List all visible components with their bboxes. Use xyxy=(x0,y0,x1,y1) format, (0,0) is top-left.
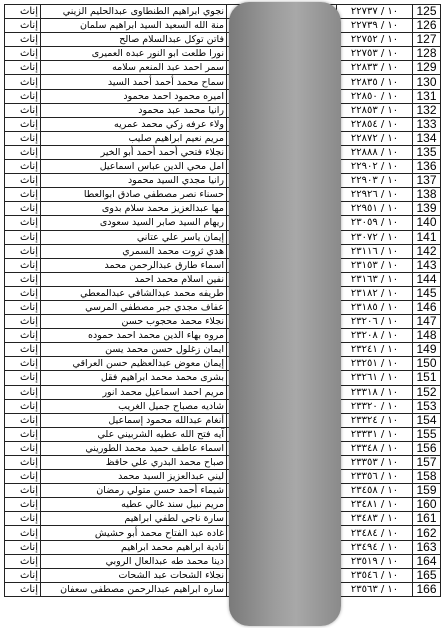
code-cell: ١٠ / ٢٣١٨٥ xyxy=(337,300,413,314)
row-number-cell: 164 xyxy=(413,554,441,568)
table-row xyxy=(5,526,441,540)
row-number-cell: 138 xyxy=(413,188,441,202)
name-cell: نجلاء محمد محجوب حسن xyxy=(41,315,227,329)
name-cell: سماح محمد أحمد أحمد السيد xyxy=(41,75,227,89)
gender-cell: إناث xyxy=(5,470,41,484)
gender-cell: إناث xyxy=(5,300,41,314)
gender-cell: إناث xyxy=(5,117,41,131)
row-number-cell: 157 xyxy=(413,456,441,470)
gender-cell: إناث xyxy=(5,5,41,19)
row-number-cell: 128 xyxy=(413,47,441,61)
row-number-cell: 135 xyxy=(413,145,441,159)
table-row xyxy=(5,75,441,89)
row-number-cell: 142 xyxy=(413,244,441,258)
gender-cell: إناث xyxy=(5,103,41,117)
table-row xyxy=(5,470,441,484)
row-number-cell: 150 xyxy=(413,357,441,371)
code-cell: ١٠ / ٢٣٣٢٤ xyxy=(337,413,413,427)
gender-cell: إناث xyxy=(5,441,41,455)
gender-cell: إناث xyxy=(5,160,41,174)
code-cell: ١٠ / ٢٣٥٦٣ xyxy=(337,582,413,596)
gender-cell: إناث xyxy=(5,329,41,343)
gender-cell: إناث xyxy=(5,498,41,512)
gender-cell: إناث xyxy=(5,526,41,540)
code-cell: ١٠ / ٢٢٩٠٣ xyxy=(337,174,413,188)
name-cell: حسناء نصر مصطفي صادق ابوالعطا xyxy=(41,188,227,202)
code-cell: ١٠ / ٢٣٤٥٨ xyxy=(337,484,413,498)
code-cell: ١٠ / ٢٢٨٥٣ xyxy=(337,103,413,117)
name-cell: بشرى محمد محمد ابراهيم فقل xyxy=(41,371,227,385)
row-number-cell: 146 xyxy=(413,300,441,314)
gender-cell: إناث xyxy=(5,230,41,244)
row-number-cell: 134 xyxy=(413,131,441,145)
name-cell: مريم نعيم ابراهيم صليب xyxy=(41,131,227,145)
table-row xyxy=(5,160,441,174)
roster-table xyxy=(4,4,441,597)
name-cell: شاديه مصباح جميل الغريب xyxy=(41,399,227,413)
code-cell: ١٠ / ٢٣١١٦ xyxy=(337,244,413,258)
row-number-cell: 133 xyxy=(413,117,441,131)
name-cell: إيمان معوض عبدالعظيم حسن العراقي xyxy=(41,357,227,371)
code-cell: ١٠ / ٢٣٣١٨ xyxy=(337,385,413,399)
row-number-cell: 126 xyxy=(413,19,441,33)
gender-cell: إناث xyxy=(5,385,41,399)
code-cell: ١٠ / ٢٢٩٢٦ xyxy=(337,188,413,202)
table-row xyxy=(5,512,441,526)
table-row xyxy=(5,371,441,385)
gender-cell: إناث xyxy=(5,315,41,329)
row-number-cell: 129 xyxy=(413,61,441,75)
table-row xyxy=(5,286,441,300)
row-number-cell: 154 xyxy=(413,413,441,427)
name-cell: مريم احمد اسماعيل محمد انور xyxy=(41,385,227,399)
gender-cell: إناث xyxy=(5,47,41,61)
roster-rows xyxy=(5,5,441,597)
row-number-cell: 125 xyxy=(413,5,441,19)
row-number-cell: 162 xyxy=(413,526,441,540)
row-number-cell: 136 xyxy=(413,160,441,174)
table-row xyxy=(5,61,441,75)
table-row xyxy=(5,343,441,357)
table-row xyxy=(5,5,441,19)
gender-cell: إناث xyxy=(5,258,41,272)
name-cell: اسماء عاطف حميد محمد الطوريني xyxy=(41,441,227,455)
table-row xyxy=(5,117,441,131)
gender-cell: إناث xyxy=(5,131,41,145)
name-cell: ريهام السيد صابر السيد سعودى xyxy=(41,216,227,230)
row-number-cell: 149 xyxy=(413,343,441,357)
code-cell: ١٠ / ٢٢٩٠٢ xyxy=(337,160,413,174)
row-number-cell: 143 xyxy=(413,258,441,272)
row-number-cell: 132 xyxy=(413,103,441,117)
name-cell: رانيا محمد عبد محمود xyxy=(41,103,227,117)
row-number-cell: 161 xyxy=(413,512,441,526)
gender-cell: إناث xyxy=(5,19,41,33)
code-cell: ١٠ / ٢٣١٦٣ xyxy=(337,272,413,286)
code-cell: ١٠ / ٢٣٤٨٣ xyxy=(337,512,413,526)
table-row xyxy=(5,272,441,286)
table-row xyxy=(5,300,441,314)
code-cell: ١٠ / ٢٣٣٥٦ xyxy=(337,470,413,484)
row-number-cell: 163 xyxy=(413,540,441,554)
name-cell: سمر احمد عبد المنعم سلامه xyxy=(41,61,227,75)
code-cell: ١٠ / ٢٣٤٨١ xyxy=(337,498,413,512)
code-cell: ١٠ / ٢٢٨٨٨ xyxy=(337,145,413,159)
code-cell: ١٠ / ٢٣٣٣١ xyxy=(337,427,413,441)
redaction-bar xyxy=(229,2,341,626)
table-row xyxy=(5,498,441,512)
table-row xyxy=(5,582,441,596)
gender-cell: إناث xyxy=(5,286,41,300)
row-number-cell: 158 xyxy=(413,470,441,484)
code-cell: ١٠ / ٢٢٧٥٣ xyxy=(337,47,413,61)
name-cell: أنغام عبدالله محمود إسماعيل xyxy=(41,413,227,427)
code-cell: ١٠ / ٢٣٢٦١ xyxy=(337,371,413,385)
gender-cell: إناث xyxy=(5,343,41,357)
code-cell: ١٠ / ٢٣٤٩٤ xyxy=(337,540,413,554)
code-cell: ١٠ / ٢٣٢٠٨ xyxy=(337,329,413,343)
code-cell: ١٠ / ٢٣٤٨٤ xyxy=(337,526,413,540)
name-cell: إيمان ياسر علي عتاني xyxy=(41,230,227,244)
row-number-cell: 160 xyxy=(413,498,441,512)
table-row xyxy=(5,33,441,47)
code-cell: ١٠ / ٢٣١٨٢ xyxy=(337,286,413,300)
table-row xyxy=(5,568,441,582)
row-number-cell: 165 xyxy=(413,568,441,582)
table-row xyxy=(5,244,441,258)
gender-cell: إناث xyxy=(5,216,41,230)
code-cell: ١٠ / ٢٣٣٤٨ xyxy=(337,441,413,455)
name-cell: نفين اسلام محمد احمد xyxy=(41,272,227,286)
table-row xyxy=(5,315,441,329)
table-row xyxy=(5,456,441,470)
table-row xyxy=(5,540,441,554)
name-cell: نجلاء فتحي أحمد أحمد أبو الخير xyxy=(41,145,227,159)
name-cell: رانيا مجدي السيد محمود xyxy=(41,174,227,188)
code-cell: ١٠ / ٢٢٨٧٢ xyxy=(337,131,413,145)
table-row xyxy=(5,89,441,103)
row-number-cell: 166 xyxy=(413,582,441,596)
code-cell: ١٠ / ٢٢٨٥٠ xyxy=(337,89,413,103)
table-row xyxy=(5,174,441,188)
row-number-cell: 140 xyxy=(413,216,441,230)
gender-cell: إناث xyxy=(5,484,41,498)
gender-cell: إناث xyxy=(5,413,41,427)
name-cell: ولاء عرفه زكي محمد عمريه xyxy=(41,117,227,131)
code-cell: ١٠ / ٢٣١٥٣ xyxy=(337,258,413,272)
table-row xyxy=(5,19,441,33)
code-cell: ١٠ / ٢٢٨٣٥ xyxy=(337,75,413,89)
gender-cell: إناث xyxy=(5,512,41,526)
name-cell: آيه فتح الله عطيه الشربيني علي xyxy=(41,427,227,441)
name-cell: نادية ابراهيم محمد ابراهيم xyxy=(41,540,227,554)
row-number-cell: 130 xyxy=(413,75,441,89)
name-cell: دينا محمد طه عبدالعال الروبي xyxy=(41,554,227,568)
gender-cell: إناث xyxy=(5,188,41,202)
table-row xyxy=(5,484,441,498)
row-number-cell: 148 xyxy=(413,329,441,343)
gender-cell: إناث xyxy=(5,399,41,413)
name-cell: طريفه محمد عبدالشافي عبدالمعطي xyxy=(41,286,227,300)
gender-cell: إناث xyxy=(5,244,41,258)
table-row xyxy=(5,145,441,159)
gender-cell: إناث xyxy=(5,33,41,47)
gender-cell: إناث xyxy=(5,568,41,582)
name-cell: ساره ابراهيم عبدالرحمن مصطفى سعفان xyxy=(41,582,227,596)
code-cell: ١٠ / ٢٢٨٥٤ xyxy=(337,117,413,131)
row-number-cell: 141 xyxy=(413,230,441,244)
name-cell: مروه بهاء الدين محمد احمد حموده xyxy=(41,329,227,343)
gender-cell: إناث xyxy=(5,554,41,568)
row-number-cell: 156 xyxy=(413,441,441,455)
name-cell: فاتن توكل عبدالسلام صالح xyxy=(41,33,227,47)
row-number-cell: 151 xyxy=(413,371,441,385)
table-row xyxy=(5,258,441,272)
table-row xyxy=(5,202,441,216)
table-row xyxy=(5,441,441,455)
gender-cell: إناث xyxy=(5,357,41,371)
name-cell: عفاف مجدي جبر مصطفي المرسي xyxy=(41,300,227,314)
name-cell: سارة ناجي لطفي ابراهيم xyxy=(41,512,227,526)
row-number-cell: 153 xyxy=(413,399,441,413)
table-row xyxy=(5,188,441,202)
code-cell: ١٠ / ٢٣٢٤١ xyxy=(337,343,413,357)
code-cell: ١٠ / ٢٢٨٣٣ xyxy=(337,61,413,75)
table-row xyxy=(5,427,441,441)
name-cell: امل محي الدين عباس اسماعيل xyxy=(41,160,227,174)
name-cell: اسماء طارق عبدالرحمن محمد xyxy=(41,258,227,272)
table-row xyxy=(5,131,441,145)
code-cell: ١٠ / ٢٢٧٣٩ xyxy=(337,19,413,33)
row-number-cell: 145 xyxy=(413,286,441,300)
name-cell: صباح محمد البدري علي حافظ xyxy=(41,456,227,470)
row-number-cell: 152 xyxy=(413,385,441,399)
gender-cell: إناث xyxy=(5,75,41,89)
table-row xyxy=(5,216,441,230)
gender-cell: إناث xyxy=(5,272,41,286)
table-row xyxy=(5,230,441,244)
table-row xyxy=(5,103,441,117)
name-cell: منة الله السعيد السيد ابراهيم سلمان xyxy=(41,19,227,33)
row-number-cell: 155 xyxy=(413,427,441,441)
row-number-cell: 137 xyxy=(413,174,441,188)
name-cell: مها عبدالعزيز محمد سلام بدوى xyxy=(41,202,227,216)
gender-cell: إناث xyxy=(5,174,41,188)
name-cell: ايمان زغلول حسن محمد يسن xyxy=(41,343,227,357)
code-cell: ١٠ / ٢٣٢٠٦ xyxy=(337,315,413,329)
table-row xyxy=(5,554,441,568)
code-cell: ١٠ / ٢٣٠٥٩ xyxy=(337,216,413,230)
code-cell: ١٠ / ٢٢٧٣٧ xyxy=(337,5,413,19)
row-number-cell: 159 xyxy=(413,484,441,498)
name-cell: نجلاء الشحات عبد الشحات xyxy=(41,568,227,582)
code-cell: ١٠ / ٢٣٣٥٣ xyxy=(337,456,413,470)
name-cell: نجوي ابراهيم الطنطاوى عبدالحليم الزيني xyxy=(41,5,227,19)
name-cell: مريم نبيل سند غالي عطيه xyxy=(41,498,227,512)
row-number-cell: 144 xyxy=(413,272,441,286)
table-row xyxy=(5,385,441,399)
code-cell: ١٠ / ٢٣٢٥١ xyxy=(337,357,413,371)
code-cell: ١٠ / ٢٣٥١٩ xyxy=(337,554,413,568)
code-cell: ١٠ / ٢٢٩٥١ xyxy=(337,202,413,216)
row-number-cell: 139 xyxy=(413,202,441,216)
name-cell: شيماء أحمد حسن متولي رمضان xyxy=(41,484,227,498)
code-cell: ١٠ / ٢٣٥٤٦ xyxy=(337,568,413,582)
name-cell: ليني عبدالعزيز السيد محمد xyxy=(41,470,227,484)
table-row xyxy=(5,399,441,413)
gender-cell: إناث xyxy=(5,61,41,75)
gender-cell: إناث xyxy=(5,456,41,470)
gender-cell: إناث xyxy=(5,582,41,596)
name-cell: نورا طلعت ابو النور عبده العميرى xyxy=(41,47,227,61)
code-cell: ١٠ / ٢٣٠٧٢ xyxy=(337,230,413,244)
gender-cell: إناث xyxy=(5,540,41,554)
table-row xyxy=(5,47,441,61)
gender-cell: إناث xyxy=(5,89,41,103)
table-row xyxy=(5,357,441,371)
name-cell: غاده عبد الفتاح محمد أبو حشيش xyxy=(41,526,227,540)
row-number-cell: 127 xyxy=(413,33,441,47)
name-cell: اميره محمود احمد محمود xyxy=(41,89,227,103)
gender-cell: إناث xyxy=(5,371,41,385)
gender-cell: إناث xyxy=(5,145,41,159)
name-cell: هدي ثروت محمد السمري xyxy=(41,244,227,258)
code-cell: ١٠ / ٢٣٣٢٠ xyxy=(337,399,413,413)
table-row xyxy=(5,329,441,343)
gender-cell: إناث xyxy=(5,427,41,441)
row-number-cell: 147 xyxy=(413,315,441,329)
gender-cell: إناث xyxy=(5,202,41,216)
row-number-cell: 131 xyxy=(413,89,441,103)
code-cell: ١٠ / ٢٢٧٥٢ xyxy=(337,33,413,47)
table-row xyxy=(5,413,441,427)
